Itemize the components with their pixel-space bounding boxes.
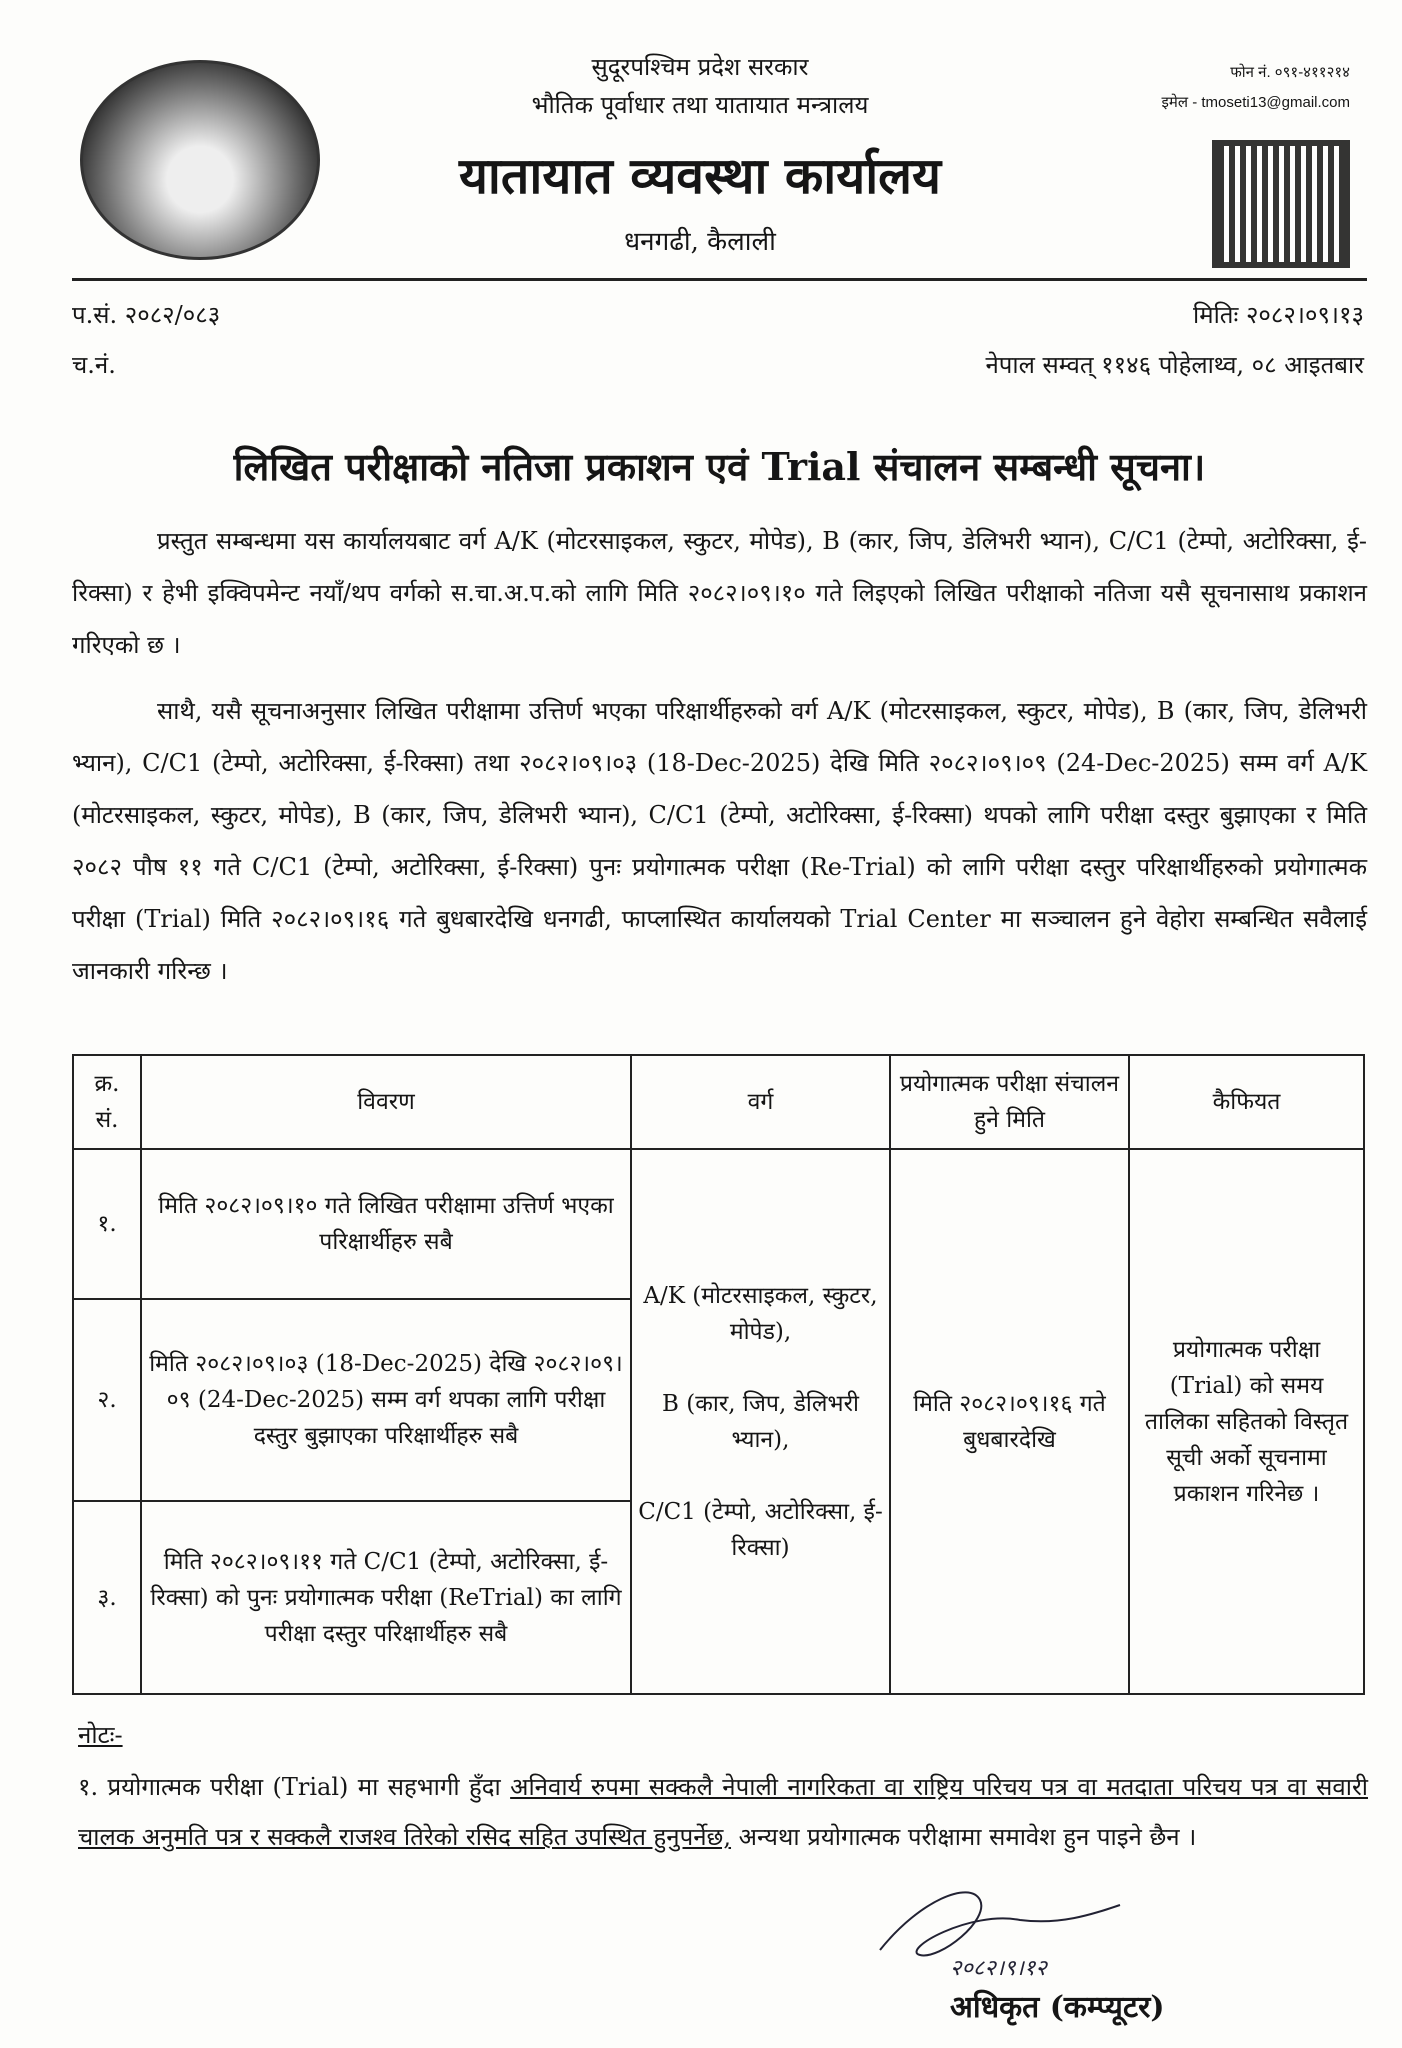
- header-sn: क्र. सं.: [73, 1055, 141, 1149]
- date: मितिः २०८२।०९।१३: [1193, 301, 1364, 329]
- category-ak: A/K (मोटरसाइकल, स्कुटर, मोपेड),: [643, 1282, 878, 1345]
- nepal-emblem-logo: [80, 60, 320, 260]
- signature: [860, 1860, 1160, 1990]
- office-location: धनगढी, कैलाली: [624, 227, 776, 257]
- phone: फोन नं. ०९१-४११२१४: [1230, 64, 1350, 81]
- ref-number: प.सं. २०८२/०८३: [72, 301, 221, 329]
- notice-title: लिखित परीक्षाको नतिजा प्रकाशन एवं Trial संचालन सम्बन्धी सूचना।: [233, 444, 1206, 489]
- category-cell: [631, 1149, 890, 1694]
- ministry-name: भौतिक पूर्वाधार तथा यातायात मन्त्रालय: [531, 91, 869, 119]
- header-divider: [72, 278, 1367, 281]
- email: इमेल - tmoseti13@gmail.com: [1161, 94, 1350, 111]
- note-heading: नोटः-: [78, 1721, 123, 1749]
- gov-name: सुदूरपश्चिम प्रदेश सरकार: [591, 53, 809, 81]
- dispatch-number: च.नं.: [72, 351, 116, 379]
- row-description: मिति २०८२।०९।१० गते लिखित परीक्षामा उत्तिर्ण भएका परिक्षार्थीहरु सबै: [141, 1149, 631, 1299]
- table-header-row: [73, 1055, 1364, 1149]
- header-category: वर्ग: [631, 1055, 890, 1149]
- schedule-table: [72, 1054, 1365, 1695]
- paragraph-2: साथै, यसै सूचनाअनुसार लिखित परीक्षामा उत्तिर्ण भएका परिक्षार्थीहरुको वर्ग A/K (मोटरसाइकल, स्कुटर, मोपेड), B (कार, जिप, डेलिभरी भ्यान), C/C1 (टेम्पो, अटोरिक्सा, ई-रिक्सा) तथा २०८२।०९।०३ (18-Dec-2025) देखि मिति २०८२।०९।०९ (24-Dec-2025) सम्म वर्ग A/K (मोटरसाइकल, स्कुटर, मोपेड), B (कार, जिप, डेलिभरी भ्यान), C/C1 (टेम्पो, अटोरिक्सा, ई-रिक्सा) थपको लागि परीक्षा दस्तुर बुझाएका र मिति २०८२ पौष ११ गते C/C1 (टेम्पो, अटोरिक्सा, ई-रिक्सा) पुनः प्रयोगात्मक परीक्षा (Re-Trial) को लागि परीक्षा दस्तुर परिक्षार्थीहरुको प्रयोगात्मक परीक्षा (Trial) मिति २०८२।०९।१६ गते बुधबारदेखि धनगढी, फाप्लास्थित कार्यालयको Trial Center मा सञ्चालन हुने वेहोरा सम्बन्धित सवैलाई जानकारी गरिन्छ ।: [72, 697, 1367, 985]
- note-text-end: अन्यथा प्रयोगात्मक परीक्षामा समावेश हुन पाइने छैन ।: [731, 1823, 1197, 1851]
- row-description: मिति २०८२।०९।०३ (18-Dec-2025) देखि २०८२।०९।०९ (24-Dec-2025) सम्म वर्ग थपका लागि परीक्षा दस्तुर बुझाएका परिक्षार्थीहरु सबै: [141, 1299, 631, 1501]
- row-sn: २.: [73, 1299, 141, 1501]
- table-row: [73, 1149, 1364, 1299]
- header-remarks: कैफियत: [1129, 1055, 1364, 1149]
- signature-date: २०८२।९।१२: [950, 1956, 1047, 1981]
- paragraph-1: प्रस्तुत सम्बन्धमा यस कार्यालयबाट वर्ग A/K (मोटरसाइकल, स्कुटर, मोपेड), B (कार, जिप, डेलिभरी भ्यान), C/C1 (टेम्पो, अटोरिक्सा, ई-रिक्सा) र हेभी इक्विपमेन्ट नयाँ/थप वर्गको स.चा.अ.प.को लागि मिति २०८२।०९।१० गते लिइएको लिखित परीक्षाको नतिजा यसै सूचनासाथ प्रकाशन गरिएको छ ।: [72, 527, 1367, 659]
- category-c: C/C1 (टेम्पो, अटोरिक्सा, ई-रिक्सा): [638, 1498, 883, 1561]
- header-description: विवरण: [141, 1055, 631, 1149]
- nepal-sambat-date: नेपाल सम्वत् ११४६ पोहेलाथ्व, ०८ आइतबार: [985, 351, 1364, 379]
- trial-date-cell: मिति २०८२।०९।१६ गते बुधबारदेखि: [890, 1149, 1129, 1694]
- note-underlined-text: अनिवार्य रुपमा सक्कलै नेपाली नागरिकता वा राष्ट्रिय परिचय पत्र वा मतदाता परिचय पत्र वा सवारी चालक अनुमति पत्र र सक्कलै राजश्व तिरेको रसिद सहित उपस्थित हुनुपर्नेछ,: [78, 1773, 1368, 1851]
- office-name: यातायात व्यवस्था कार्यालय: [458, 146, 942, 205]
- category-b: B (कार, जिप, डेलिभरी भ्यान),: [662, 1390, 859, 1453]
- note-text: १. प्रयोगात्मक परीक्षा (Trial) मा सहभागी हुँदा: [78, 1773, 511, 1801]
- signatory-title: अधिकृत (कम्प्यूटर): [950, 1990, 1165, 2025]
- qr-code: [1212, 140, 1350, 268]
- row-sn: १.: [73, 1149, 141, 1299]
- remarks-cell: प्रयोगात्मक परीक्षा (Trial) को समय तालिका सहितको विस्तृत सूची अर्को सूचनामा प्रकाशन गरिनेछ ।: [1129, 1149, 1364, 1694]
- row-description: मिति २०८२।०९।११ गते C/C1 (टेम्पो, अटोरिक्सा, ई-रिक्सा) को पुनः प्रयोगात्मक परीक्षा (ReTrial) का लागि परीक्षा दस्तुर परिक्षार्थीहरु सबै: [141, 1501, 631, 1694]
- header-trial-date: प्रयोगात्मक परीक्षा संचालन हुने मिति: [890, 1055, 1129, 1149]
- note-item: [78, 1762, 1368, 1862]
- row-sn: ३.: [73, 1501, 141, 1694]
